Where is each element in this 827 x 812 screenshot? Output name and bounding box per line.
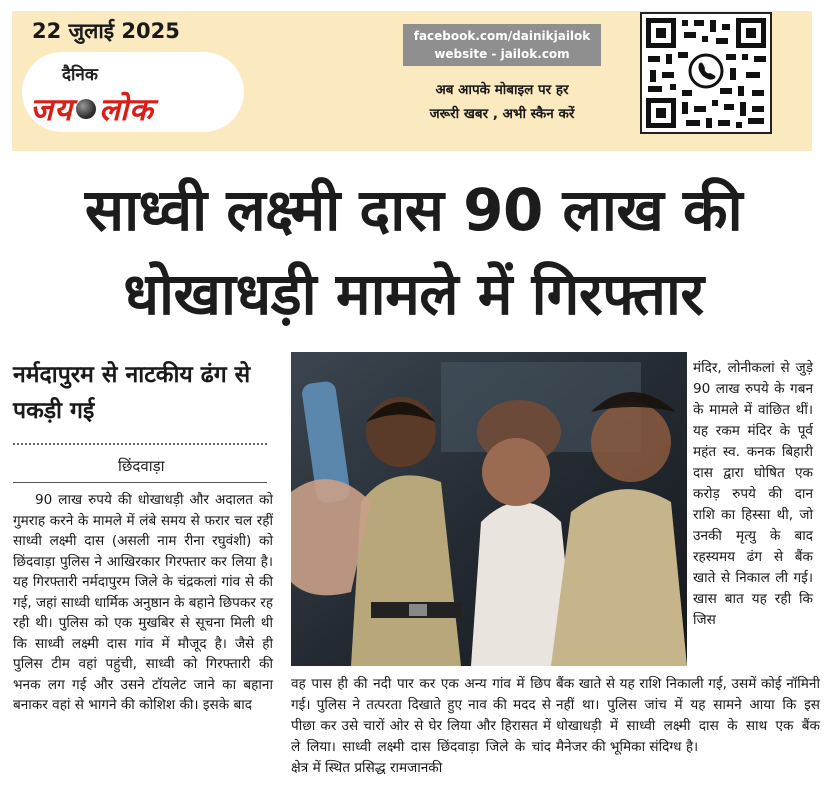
globe-icon bbox=[76, 99, 96, 119]
article-column-middle: वह पास ही की नदी पार कर एक अन्य गांव में छिप गई। पुलिस ने तत्परता दिखाते हुए नाव की मदद से पीछा कर उसे चारों ओर से घेर लिया और हिरासत में ले लिया। साध्वी लक्ष्मी दास छिंदवाड़ा जिले के चांद क्षेत्र में स्थित प्रसिद्ध रामजानकी bbox=[291, 676, 551, 776]
dateline: छिंदवाड़ा bbox=[118, 457, 165, 475]
article-column-left bbox=[13, 490, 273, 716]
dateline-rule bbox=[13, 482, 267, 483]
news-photo bbox=[291, 352, 687, 666]
qr-code-icon[interactable] bbox=[640, 12, 772, 134]
facebook-link[interactable]: facebook.com/dainikjailok bbox=[413, 29, 591, 43]
article-paragraph: 90 लाख रुपये की धोखाधड़ी और अदालत को गुमराह करने के मामले में लंबे समय से फरार चल रहीं साध्वी लक्ष्मी दास (असली नाम रीना रघुवंशी) को छिंदवाड़ा पुलिस ने आखिरकार गिरफ्तार कर लिया है। यह गिरफ्तारी नर्मदापुरम जिले के चंद्रकलां गांव से की गई, जहां साध्वी धार्मिक अनुष्ठान के बहाने छिपकर रह रही थी। पुलिस को एक मुखबिर से सूचना मिली थी कि साध्वी लक्ष्मी दास गांव में मौजूद है। जैसे ही पुलिस टीम वहां पहुंची, साध्वी को गिरफ्तारी की भनक लग गई और उसने टॉयलेट जाने का बहाना बनाकर वहां से भागने की कोशिश की। इसके बाद bbox=[13, 492, 273, 713]
social-links-box bbox=[403, 24, 601, 66]
issue-date: 22 जुलाई 2025 bbox=[32, 19, 180, 43]
whatsapp-icon bbox=[690, 55, 722, 87]
mobile-scan-prompt bbox=[392, 78, 612, 126]
headline-line-2: धोखाधड़ी मामले में गिरफ्तार bbox=[123, 260, 704, 328]
logo-jai-lok bbox=[30, 88, 154, 130]
logo-dainik-text: दैनिक bbox=[62, 65, 98, 85]
article-column-right: मंदिर, लोनीकलां से जुड़े 90 लाख रुपये के गबन के मामले में वांछित थीं। यह रकम मंदिर के पूर्व महंत स्व. कनक बिहारी दास द्वारा घोषित एक करोड़ रुपये की दान राशि का हिस्सा थी, जो उनकी मृत्यु के बाद रहस्यमय ढंग से बैंक खाते से निकाल ली गई। खास बात यह रही कि जिस bbox=[693, 360, 813, 628]
article-column-right-bottom: बैंक खाते से यह राशि निकाली गई, उसमें कोई नॉमिनी नहीं था। पुलिस जांच में यह सामने आया कि इस धोखाधड़ी में साध्वी लक्ष्मी दास के साथ एक बैंक मैनेजर की भूमिका संदिग्ध है। bbox=[556, 676, 820, 755]
headline-line-1: साध्वी लक्ष्मी दास 90 लाख की bbox=[84, 176, 743, 244]
arrest-photo-illustration bbox=[291, 352, 687, 666]
main-headline bbox=[0, 168, 827, 336]
website-link[interactable]: website - jailok.com bbox=[434, 47, 570, 61]
subheadline: नर्मदापुरम से नाटकीय ढंग से पकड़ी गई bbox=[13, 362, 251, 424]
qr-code-graphic bbox=[642, 14, 770, 132]
logo-lok-text: लोक bbox=[98, 92, 154, 128]
mobile-prompt-line-1: अब आपके मोबाइल पर हर bbox=[435, 82, 569, 98]
logo-jai-text: जय bbox=[30, 92, 73, 128]
mobile-prompt-line-2: जरूरी खबर , अभी स्कैन करें bbox=[429, 106, 575, 122]
dotted-divider bbox=[13, 443, 267, 445]
